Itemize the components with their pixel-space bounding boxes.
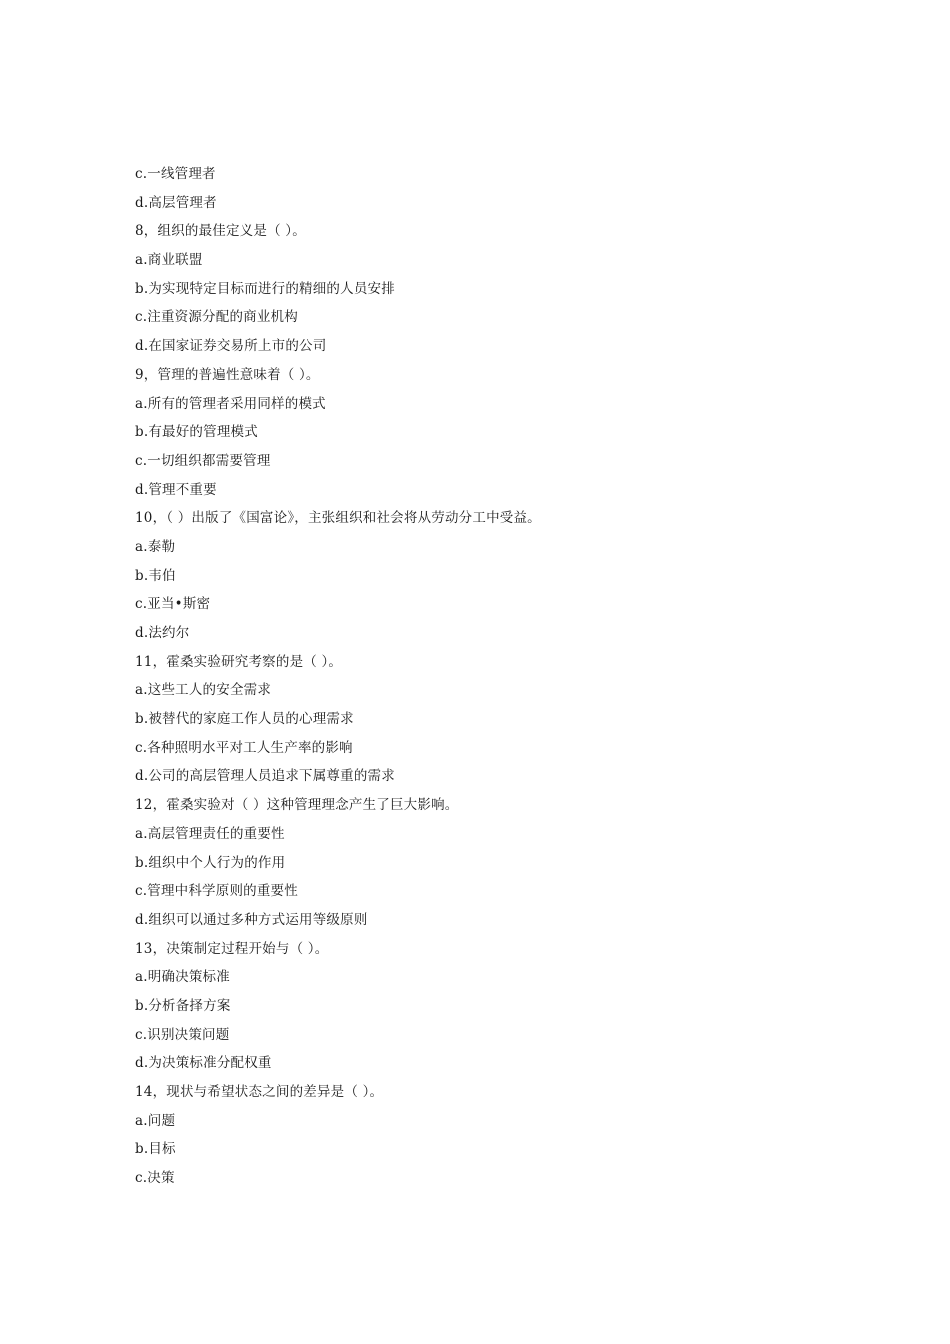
question-list bbox=[135, 164, 835, 1197]
text-line: a.商业联盟 bbox=[135, 252, 203, 269]
text-line: d.高层管理者 bbox=[135, 194, 217, 211]
question-text: 8，组织的最佳定义是（ ）。 bbox=[135, 223, 306, 240]
text-line: b.韦伯 bbox=[135, 567, 176, 584]
text-line: b.被替代的家庭工作人员的心理需求 bbox=[135, 711, 354, 728]
text-line: c.亚当•斯密 bbox=[135, 596, 211, 613]
text-line: c.一切组织都需要管理 bbox=[135, 452, 271, 469]
text-line: d.法约尔 bbox=[135, 625, 190, 641]
text-line: d.公司的高层管理人员追求下属尊重的需求 bbox=[135, 768, 395, 785]
text-line: b.为实现特定目标而进行的精细的人员安排 bbox=[135, 280, 395, 297]
text-line: b.目标 bbox=[135, 1141, 176, 1158]
question-text: 12，霍桑实验对（ ）这种管理理念产生了巨大影响。 bbox=[135, 797, 459, 814]
text-line: c.注重资源分配的商业机构 bbox=[135, 309, 298, 326]
text-line: a.这些工人的安全需求 bbox=[135, 682, 272, 699]
text-line: a.明确决策标准 bbox=[135, 969, 230, 986]
text-line: c.管理中科学原则的重要性 bbox=[135, 883, 298, 900]
question-text: 14，现状与希望状态之间的差异是（ ）。 bbox=[135, 1084, 384, 1100]
question-text: 11，霍桑实验研究考察的是（ ）。 bbox=[135, 653, 343, 670]
text-line: b.有最好的管理模式 bbox=[135, 424, 258, 441]
text-line: d.在国家证券交易所上市的公司 bbox=[135, 338, 327, 355]
question-text: 13，决策制定过程开始与（ ）。 bbox=[135, 940, 329, 957]
text-line: c.一线管理者 bbox=[135, 166, 216, 182]
text-line: a.问题 bbox=[135, 1112, 176, 1129]
text-line: b.组织中个人行为的作用 bbox=[135, 854, 286, 871]
text-line: a.所有的管理者采用同样的模式 bbox=[135, 395, 326, 412]
question-text: 10，（ ）出版了《国富论》，主张组织和社会将从劳动分工中受益。 bbox=[135, 510, 541, 527]
text-line: d.为决策标准分配权重 bbox=[135, 1055, 272, 1072]
text-line: d.管理不重要 bbox=[135, 481, 217, 498]
text-line: c.决策 bbox=[135, 1170, 175, 1187]
text-line: c.各种照明水平对工人生产率的影响 bbox=[135, 739, 353, 756]
question-text: 9，管理的普遍性意味着（ ）。 bbox=[135, 366, 320, 383]
text-line: b.分析备择方案 bbox=[135, 997, 231, 1014]
text-line: a.高层管理责任的重要性 bbox=[135, 825, 285, 842]
text-line: c.识别决策问题 bbox=[135, 1026, 230, 1043]
text-line: a.泰勒 bbox=[135, 538, 176, 555]
text-line: d.组织可以通过多种方式运用等级原则 bbox=[135, 911, 368, 928]
